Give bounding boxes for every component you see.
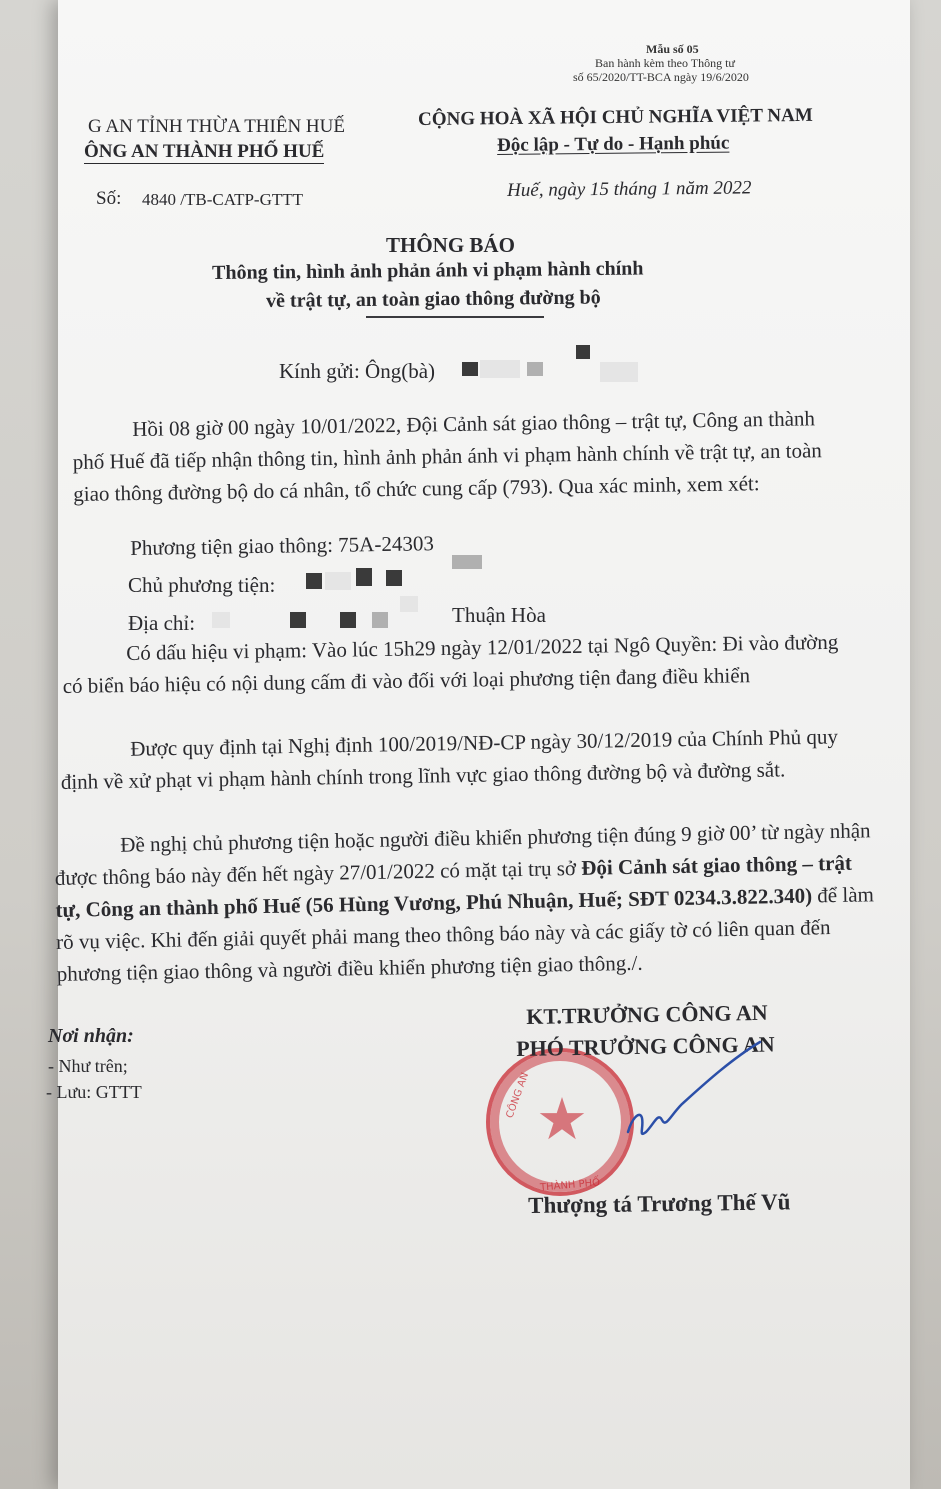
stamp-text-top: CÔNG AN [504,1071,532,1120]
redacted-block [356,568,372,586]
redacted-block [400,596,418,612]
form-issued-line1: Ban hành kèm theo Thông tư [595,56,735,70]
redacted-block [600,362,638,382]
agency-line2-text: ÔNG AN THÀNH PHỐ HUẾ [84,141,325,162]
request-paragraph [54,814,883,990]
signature-title-1: KT.TRƯỞNG CÔNG AN [526,999,768,1029]
country-name: CỘNG HOÀ XÃ HỘI CHỦ NGHĨA VIỆT NAM [418,104,813,130]
redacted-block [212,612,230,628]
notice-title: THÔNG BÁO [386,233,515,257]
handwritten-signature [610,1040,770,1150]
redacted-block [386,570,402,586]
owner-label: Chủ phương tiện: [128,573,276,597]
form-issued-line2: số 65/2020/TT-BCA ngày 19/6/2020 [573,70,749,84]
recipients-label: Nơi nhận: [48,1025,134,1047]
redacted-block [325,572,351,590]
vehicle-line: Phương tiện giao thông: 75A-24303 [130,531,435,560]
doc-number-label: Số: [96,188,122,209]
violation-paragraph: Có dấu hiệu vi phạm: Vào lúc 15h29 ngày 12/01/2022 tại Ngô Quyền: Đi vào đường có biển báo hiệu có nội dung cấm đi vào đối với loại phương tiện đang điều khiển [62,629,839,698]
redacted-block [306,573,322,589]
signature-title-2: PHÓ TRƯỞNG CÔNG AN [516,1031,775,1061]
redacted-block [452,555,482,569]
national-motto: Độc lập - Tự do - Hạnh phúc [497,132,730,156]
agency-line2 [84,141,324,163]
request-office-address: Đội Cảnh sát giao thông – trật tự, Công an thành phố Huế (56 Hùng Vương, Phú Nhuận, Huế; SĐT 0234.3.822.340) [55,850,853,922]
recipient-label: Kính gửi: Ông(bà) [279,359,436,383]
form-number: Mẫu số 05 [646,42,699,56]
intro-paragraph: Hồi 08 giờ 00 ngày 10/01/2022, Đội Cảnh sát giao thông – trật tự, Công an thành phố Huế đã tiếp nhận thông tin, hình ảnh phản ánh vi phạm hành chính về trật tự, an toàn giao thông đường bộ do cá nhân, tổ chức cung cấp (793). Qua xác minh, xem xét: [72,406,822,506]
redacted-block [576,345,590,359]
notice-subtitle-2: về trật tự, an toàn giao thông đường bộ [266,286,601,312]
redacted-block [290,612,306,628]
agency-line1: G AN TỈNH THỪA THIÊN HUẾ [88,116,345,137]
notice-subtitle-1: Thông tin, hình ảnh phản ánh vi phạm hành chính [212,257,644,284]
redacted-block [462,362,478,376]
redacted-block [527,362,543,376]
recipient-item-1: - Như trên; [48,1056,128,1076]
title-underline [366,316,544,318]
issue-date: Huế, ngày 15 tháng 1 năm 2022 [507,177,752,201]
redacted-block [340,612,356,628]
request-text-2: để làm rõ vụ việc. Khi đến giải quyết phải mang theo thông báo này và các giấy tờ có liên quan đến phương tiện giao thông và người điều khiển phương tiện giao thông./. [55,882,875,986]
doc-number: 4840 /TB-CATP-GTTT [142,190,304,209]
address-tail: Thuận Hòa [452,603,546,627]
request-text-1: Đề nghị chủ phương tiện hoặc người điều khiển phương tiện đúng 9 giờ 00’ từ ngày nhận được thông báo này đến hết ngày 27/01/2022 có mặt tại trụ sở [54,818,871,890]
address-label: Địa chỉ: [128,611,196,635]
signer-name: Thượng tá Trương Thế Vũ [528,1189,791,1218]
redacted-block [372,612,388,628]
recipient-item-2: - Lưu: GTTT [46,1082,142,1102]
redacted-block [480,360,520,378]
star-icon: ★ [536,1085,588,1153]
regulation-paragraph: Được quy định tại Nghị định 100/2019/NĐ-CP ngày 30/12/2019 của Chính Phủ quy định về xử phạt vi phạm hành chính trong lĩnh vực giao thông đường bộ và đường sắt. [60,724,839,794]
stamp-text-bottom: THÀNH PHỐ [539,1177,601,1194]
